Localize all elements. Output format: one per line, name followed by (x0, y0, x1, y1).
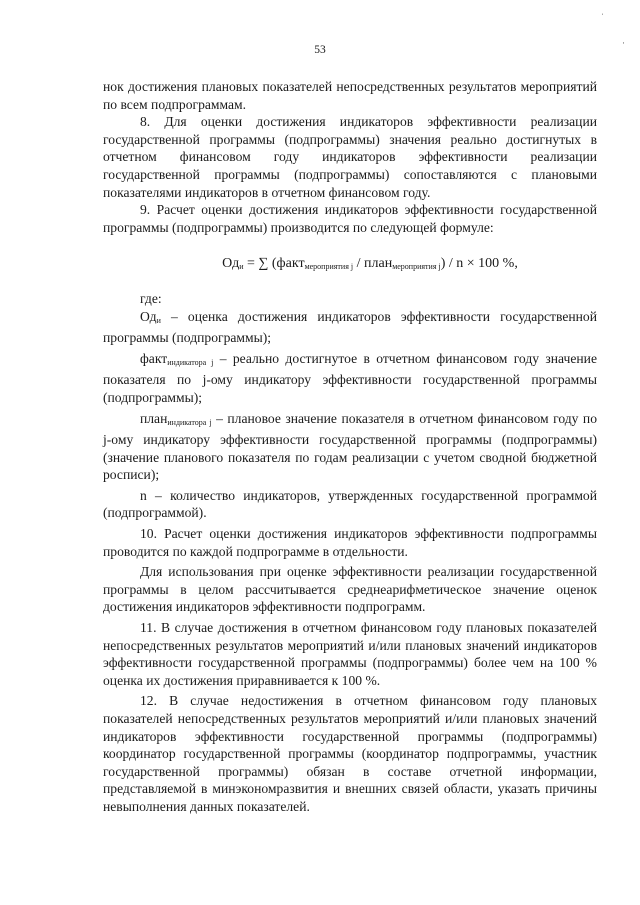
paragraph: 9. Расчет оценки достижения индикаторов эффективности государственной программы (подпрограммы) производится по следующей формуле: (103, 202, 597, 235)
formula-lhs: Од (222, 256, 240, 272)
scan-mark: ˈ (601, 12, 604, 22)
definition (103, 487, 597, 522)
definition-text: – плановое значение показателя в отчетном финансовом году по j-ому индикатору эффективности государственной программы (подпрограммы) (значение планового показателя по годам реализации с учетом сводной бюджетной росписи); (103, 410, 597, 483)
document-body (103, 78, 597, 816)
paragraph: 12. В случае недостижения в отчетном финансовом году плановых показателей непосредственных результатов мероприятий и/или плановых значений индикаторов эффективности государственной программы (подпрограммы) координатор государственной программы (координатор подпрограммы, участник государственной программы) обязан в составе отчетной информации, представляемой в минэкономразвития и внешних связей области, указать причины невыполнения данных показателей. (103, 693, 597, 814)
definition-text: – реально достигнутое в отчетном финансовом году значение показателя по j-ому индикатору эффективности государственной программы (подпрограммы); (103, 350, 597, 405)
formula-mid: / план (353, 256, 393, 272)
definition-text: – оценка достижения индикаторов эффективности государственной программы (подпрограммы); (103, 308, 597, 346)
where-label: где: (140, 290, 162, 306)
definition-symbol: Од (140, 308, 157, 324)
definition-sub: индикатора j (167, 417, 212, 427)
page-number: 53 (314, 44, 326, 56)
formula (103, 255, 597, 276)
formula-eq: = ∑ (факт (243, 256, 305, 272)
formula-sub: мероприятия j (304, 262, 354, 272)
definition-sub: и (156, 315, 161, 325)
scan-mark: · (622, 38, 625, 48)
formula-sub: мероприятия j (392, 262, 441, 272)
formula-lhs-sub: и (239, 262, 244, 272)
paragraph: 8. Для оценки достижения индикаторов эффективности реализации государственной программы (подпрограммы) значения реально достигнутых в отчетном финансовом году индикаторов эффективности реализации государственной программы (подпрограммы) сопоставляются с плановыми показателями индикаторов в отчетном финансовом году. (103, 114, 597, 200)
paragraph: 10. Расчет оценки достижения индикаторов эффективности подпрограммы проводится по каждой подпрограмме в отдельности. (103, 526, 597, 559)
definition-symbol: факт (140, 350, 168, 366)
paragraph: нок достижения плановых показателей непосредственных результатов мероприятий по всем подпрограммам. (103, 79, 597, 112)
definition (103, 410, 597, 484)
paragraph: Для использования при оценке эффективности реализации государственной программы в целом рассчитывается среднеарифметическое значение оценок достижения индикаторов эффективности подпрограмм. (103, 564, 597, 615)
definition-symbol: n (140, 487, 147, 503)
definition (103, 350, 597, 407)
definition-symbol: план (140, 410, 168, 426)
definition (103, 308, 597, 347)
paragraph: 11. В случае достижения в отчетном финансовом году плановых показателей непосредственных результатов мероприятий и/или плановых значений индикаторов эффективности государственной программы (подпрограммы) более чем на 100 % оценка их достижения приравнивается к 100 %. (103, 620, 597, 688)
definition-sub: индикатора j (167, 357, 214, 367)
formula-tail: ) / n × 100 %, (440, 256, 518, 272)
definition-text: – количество индикаторов, утвержденных государственной программой (подпрограммой). (103, 487, 597, 521)
